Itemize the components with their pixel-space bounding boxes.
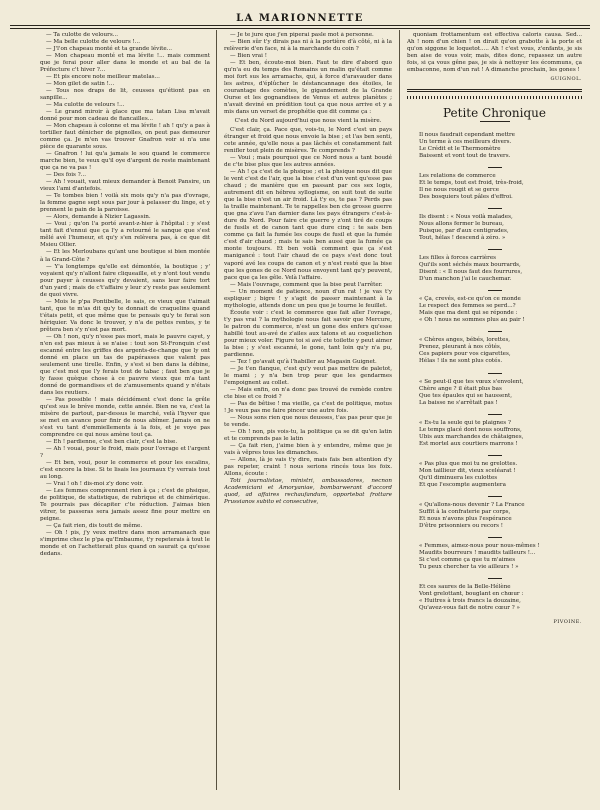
article-paragraph: — Des fois ?... bbox=[46, 172, 87, 179]
article-paragraph: — Oh ! non, qu'y n'esse pas mort, mais le pauvre cayet, y n'en est pas mieux à se n'aise : tout son St-Fronquin c'est escanné entre les griffes des argents-de-change que ly ont donné en place un tas de papérasses que valent pas seulement une tirelle. Enfin, y s'est si ben dans la débine, que c'est moi que l'y ferais tout de tabac ; faut ben que je ly fasse quèque chose à ce pauvre vieux que m'a tant donné de gormandises et de z'amusements quand y n'étais dans les reutiers. bbox=[40, 333, 210, 396]
article-paragraph: — Ta culotte de velours... bbox=[46, 32, 119, 38]
article-paragraph: — Je te jure que j'en piperai pasle mot à personne. bbox=[230, 32, 374, 38]
poem-line: Et nous n'avons plus l'espérance bbox=[419, 515, 512, 522]
poem-line: Qu'avez-vous fait de notre cœur ? » bbox=[419, 604, 520, 611]
poem-line: Et que l'escompte augmentera bbox=[419, 481, 506, 488]
article-paragraph: — Gnafron ! lui qu'a jamais le sou quand le commerce marche bien, te veux qu'il oye d'argent de reste maintenant que ça ne va pas ! bbox=[40, 151, 210, 172]
article-paragraph: — Eh ! pardienne, c'est ben clair, c'est la bise. bbox=[46, 438, 178, 445]
article-paragraph: — Mon chapeau monté et ma lévite !... mais comment que je ferai pour aller dans le monde et au bal de la Préfecture c't hiver ?... bbox=[40, 53, 210, 74]
poem-line: Il nous faudrait cependant mettre bbox=[419, 132, 515, 139]
stanza-separator bbox=[488, 455, 502, 456]
poem-stanza bbox=[419, 255, 582, 283]
poem-line: Les filles à forces carrières bbox=[419, 255, 497, 262]
article-paragraph: — Et ben, écoute-moi bien. Faut te dire d'abord quo qu'n'a eu du temps des Romains un malin qu'était comme moi fort sus les arramachs, qui, à force d'aravauder dans les astres, d'éplûcher le déstancannage des étoiles, le courantage des comètes, le gigandement de la Grande Ourse et les gognandises de Venus et autres planètes ; n'avait deviné en prédition tout ça que nous arrive et y a mis dans un verset de prophétie que dit comme ça : bbox=[224, 60, 392, 116]
poem-stanza bbox=[419, 296, 582, 324]
poem-line: Le Crédit et le Thermomètre bbox=[419, 146, 501, 153]
poem-line: Le temps glacé dont nous souffrons, bbox=[419, 426, 522, 433]
poem-stanza bbox=[419, 461, 582, 489]
poem-line: « Pas plus que moi tu ne grelottes. bbox=[419, 460, 518, 467]
poem-line: « Femmes, aimez-nous pour nous-mêmes ! bbox=[419, 542, 540, 549]
poem-stanza bbox=[419, 214, 582, 242]
article-paragraph: — Oh ! non, pis vois-tu, la politique ça se dit qu'en latin et te comprends pas le latin bbox=[224, 428, 392, 442]
poem-line: Ubis aux marchandes de châtaignes, bbox=[419, 433, 524, 440]
stanza-separator bbox=[488, 373, 502, 374]
poem-line: Des bosquiers tout pâles d'effroi. bbox=[419, 194, 513, 201]
poem-stanza bbox=[419, 173, 582, 201]
newspaper-page bbox=[10, 0, 590, 810]
poem-line: « Huitres à trois francs la douzaine, bbox=[419, 597, 521, 604]
poem-stanza bbox=[419, 379, 582, 407]
poem-stanza bbox=[419, 337, 582, 365]
poem-line: Est mortel aux courtiers marrons ! bbox=[419, 440, 518, 447]
poem-stanza bbox=[419, 132, 582, 160]
poem-line: Ces papiers pour vos cigarettes, bbox=[419, 351, 511, 358]
article-paragraph: — Le grand miroir à glace que ma tatan Lisa m'avait donné pour mon cadeau de fiancailles... bbox=[40, 109, 210, 123]
article-paragraph: — Bien sûr t'y dirais pas ni à la portière d'à côté, ni à la relèverie d'en face, ni à la marchande du coin ? bbox=[224, 39, 392, 53]
stanza-separator bbox=[488, 331, 502, 332]
poem-stanza bbox=[419, 502, 582, 530]
article-paragraph: Toti journalistae, ministri, ambassadores, necnon Academiciani et Amoryaniae, bombarwerant d'accord quod, ad affaires rechaufandum, opportebat frottare Prussianos subito et consecutive, bbox=[224, 477, 392, 506]
stanza-separator bbox=[488, 290, 502, 291]
title-rule bbox=[480, 121, 510, 122]
poem-line: Il ne nous rougit et se gerce bbox=[419, 187, 500, 194]
poem-line: D'un manchon j'ai le cauchemar. bbox=[419, 276, 512, 283]
stanza-separator bbox=[488, 414, 502, 415]
article-paragraph: — Nous sons rien que nous deusses, t'as pas peur que je te vende. bbox=[224, 414, 392, 428]
poem-line: Tout, hélas ! descend à zéro. » bbox=[419, 235, 506, 242]
page-header bbox=[10, 6, 590, 26]
poem-line: Tu peux chercher ta vie ailleurs ! » bbox=[419, 563, 519, 570]
column-2 bbox=[224, 32, 392, 797]
column-divider-1 bbox=[216, 30, 217, 790]
poem-line: Et le temps, tout est froid, très-froid, bbox=[419, 180, 524, 187]
poem-line: Les relations de commerce bbox=[419, 173, 496, 180]
poem-line: Puisque, par d'aux centigrades, bbox=[419, 228, 509, 235]
article-paragraph: — Et les Merloubans qu'ant une boutique si bien montée à la Grand-Côte ? bbox=[40, 249, 210, 263]
article-paragraph: — Mon chapeau à colonne et ma lévite ! ah ! qu'y a pas à tortiller faut dénicher de pignolles, on peut pas demeurer comme ça. Je m'en vas trouver Gnafron voir si n'a une pièce de quarante sous. bbox=[40, 123, 210, 151]
poem-line: D'être prisonniers ou recors ! bbox=[419, 522, 504, 529]
poem-line: Maudits bourreurs ! maudits tailleurs !... bbox=[419, 549, 536, 556]
dialogue-paragraph: quoniam frottamentum est effectiva caloris causa. Sed... Ah ! nom d'un chien ! on dirait qu'on grabotte à la porte et qu'on siggone le loquetot..... Ah ! c'est vous, z'enfants, je sis ben aise de vous voir, mais, dites donc, repassez un autre fois, si ça vous gêne pas, je sis à nettoyer les écommuns, ça embaconne, nom d'un rat ! A dimanche prochain, les gones ! bbox=[407, 32, 582, 74]
poem-line: Disent : « Il nous faut des fourrures, bbox=[419, 269, 523, 276]
column-divider-2 bbox=[399, 30, 400, 790]
article-paragraph: — Tez ! go'avait qu'à l'habiller au Magasin Guignet. bbox=[230, 358, 377, 365]
poem-line: Chère ange ? il était plus bas bbox=[419, 385, 502, 392]
article-paragraph: — Ah ! ça c'est de la phsique ; et la phsique nous dit que le vent c'est de l'air, que la bise c'est d'un vent qu'esse pas chaud ; de manière que en passant par ces sex logis, autrement dit en hébreu syllogisme, on suit tout de suite que la bise n'est un air froid. Là t'y es, te pas ? Perds pas la traille maintenant. Te te rappelles ben cte grosse guerre que gna z'avu l'an darnier dans les pays étrangers c'est-à-dure du Nord. Pour faire cte guerre y z'ont tiré de coups de fusils et de canon tant que dure cinq : te sais ben comme ça fait la fumée les coups de fusil et que la fumée c'est d'air chaud ; mais te sais ben aussi que la fumée ça monte toujours. Et ben voilà comment que ça s'est manigancé : tout l'air chaud de ce pays s'est donc tout vaporé avé les coups de canon et y n'est resté que la bise que les gones de ce Nord nous envoyent tant qu'y peuvent, pace que ça les gêle. Velà l'affaire. bbox=[224, 169, 392, 281]
article-paragraph: — Alors, demande à Nizier Lagassin. bbox=[46, 214, 151, 221]
poem-line: « Se peut-il que tes vœux s'envolent, bbox=[419, 378, 524, 385]
poem-line: Suffit à la confraterie par corps, bbox=[419, 508, 511, 515]
article-paragraph: — Bien vrai ! bbox=[230, 53, 267, 60]
poem-line: Que tes épaules qui se haussent, bbox=[419, 392, 512, 399]
poem-stanza bbox=[419, 543, 582, 571]
stanza-separator bbox=[488, 537, 502, 538]
article-paragraph: — Mais enfin, on n'a donc pas trouvé de remède contre cte bise et ce froid ? bbox=[224, 386, 392, 400]
poem-stanza bbox=[419, 420, 582, 448]
poem-line: Et ces saures de la Belle-Hélène bbox=[419, 583, 511, 590]
article-paragraph: — J'l'on chapeau monté et ta grande lévite... bbox=[46, 46, 173, 53]
article-paragraph: — Et ben, voui, pour le commerce et pour les escalins, c'est encore la bise. Si te lisais les journaux t'y verrais tout au long. bbox=[40, 459, 210, 480]
header-rule-double bbox=[10, 28, 590, 29]
poem-line: Le respect des femmes se perd...? bbox=[419, 303, 516, 310]
article-paragraph: — Allons, là je vais t'y dire, mais fais ben attention d'y pas repeter, craint ! nous serions rincés tous les foix. Allons, écoute : bbox=[224, 456, 392, 477]
poem-line: Qui'ils sont séchés maux bourrards, bbox=[419, 262, 521, 269]
poem-line: Vont grelottant, bouglant en chœur : bbox=[419, 590, 524, 597]
author-signature: GUIGNOL. bbox=[550, 76, 582, 83]
poem-line: Mon taillieur dit, vieux sceléarat ! bbox=[419, 467, 516, 474]
article-paragraph: — Mois le p'pa Pontibelle, le sais, ce vieux que t'aimait tant, que te m'as dit qu'y te donnait de craquelins quand t'étais petit, et que même que te pensais qu'y te ferai son hériquier. Va donc le trouver, y n'a de pettes rentes, y te prêtera ben s'y n'est pas mort. bbox=[40, 298, 210, 333]
stanza-separator bbox=[488, 167, 502, 168]
article-paragraph: — Voui ; qu'on l'a porté avant-z-hier à l'hôpital : y s'est tant fait d'ennui que ça l'y a retourné le sanque que s'est mêlé avé l'humeur, et qu'y s'en relèvera pas, à ce que dit Msieu Ollier. bbox=[40, 221, 210, 249]
poem-line: Mais que ma dent qui se réponde : bbox=[419, 310, 518, 317]
article-paragraph: — Pas de bêtise ! ma vieille, ça c'est de politique, motus ! Je veux pas me faire pincer une autre fois. bbox=[224, 400, 392, 414]
poem-line: Prenez, pleurant à nos côtés, bbox=[419, 344, 502, 351]
poem bbox=[407, 132, 582, 612]
section-title: Petite Chronique bbox=[443, 106, 546, 121]
poem-signature: PIVOINE. bbox=[553, 618, 582, 625]
stanza-separator bbox=[488, 208, 502, 209]
poem-line: « Oh ! nous ne sommes plus au pair ! bbox=[419, 317, 525, 324]
article-paragraph: — Mais l'ouvrage, comment que la bise peut l'arrêter. bbox=[230, 281, 383, 288]
masthead-title: LA MARIONNETTE bbox=[236, 13, 364, 24]
article-paragraph: C'est du Nord aujourd'hui que nous vient la misère. bbox=[234, 118, 382, 125]
stanza-separator bbox=[488, 578, 502, 579]
poem-line: Baissent et vont tout de travers. bbox=[419, 153, 511, 160]
poem-line: La baisse ne s'arrêtait pas ! bbox=[419, 399, 498, 406]
poem-line: Nous allons fermer le bureau, bbox=[419, 221, 504, 228]
poem-stanza bbox=[419, 584, 582, 612]
stanza-separator bbox=[488, 496, 502, 497]
poem-line: « Chères anges, bébés, lorettes, bbox=[419, 337, 511, 344]
poem-line: « Ça, crevés, est-ce qu'on ce monde bbox=[419, 296, 521, 303]
poem-line: Ils disent : « Nous voilà malades, bbox=[419, 214, 513, 221]
poem-line: Qu'il diminuera les culottes bbox=[419, 474, 498, 481]
stanza-separator bbox=[488, 249, 502, 250]
article-paragraph: C'est clair, ça. Pace que, vois-tu, le Nord c'est un pays étranger et froid que nous envoie la bise ; et l'as ben senti, cete année, qu'elle nous a pas lâchés et constamment fait renifler tout plein de misères. Te comprends ? bbox=[224, 127, 392, 155]
article-paragraph: — Ça fait rien, j'aime bien à y entendre, même que je vais à vêpres tous les dimanches. bbox=[224, 442, 392, 456]
poem-line: « Qu'allons-nous devenir ? La France bbox=[419, 501, 525, 508]
poem-line: Si c'est comme ça que tu m'aimes bbox=[419, 556, 516, 563]
poem-line: « Es-tu la seule qui te plaignes ? bbox=[419, 419, 511, 426]
article-paragraph: — Pas possible ! mais décidément c'est donc la grêle qu'est sus le bréve monde, cette année. Bien ne va, c'est la misère de partout, par-dessus le marché, velà l'hyver que se met en avance pour finir de nous abîmer. Jamais on ne s'est vu tant d'emmiellements à la fois, et je voye pas comprendre ce qui nous amène tout ça. bbox=[40, 396, 210, 438]
article-paragraph: — Les femmes comprennent rien à ça ; c'est de phsique, de politique, de statistique, de rubrique et de chimérique. Te pourrais pas décapiter c'te réduction. J'aimas bien vitrer, te passeras sera jamais assez fine pour mettre en peigne. bbox=[40, 488, 210, 523]
article-paragraph: — Y'a longtemps qu'elle est démontée, la boutique ; y' voyaient qu'y n'allont faire cliqueaille, et y n'ont tout vendu pour payer à ceusses qu'y devaient, sans leur faire tort d'un yard ; mais de c't'affaire y leur z'y reste pas seulement de quoi vivre. bbox=[40, 263, 210, 298]
article-paragraph: — Je t'en flanque, c'est qu'y veut pas mettre de paletot, le mami ; y n'a ben trop peur que les gendarmes l'empoignent au collet. bbox=[224, 365, 392, 386]
poem-line: Un terme à ces meilleurs divers. bbox=[419, 139, 512, 146]
ornamental-divider bbox=[407, 89, 582, 100]
article-paragraph: — Oh ! pis, j'y veux mettre dans mon arramanach que s'imprime chez le p'pa qu'Embaume, t'y repeterais à tout le monde et on l'achetterait plus quand on saurait ça qu'esse dedans. bbox=[40, 530, 210, 558]
header-rule bbox=[10, 25, 590, 26]
column-1 bbox=[40, 32, 210, 797]
article-paragraph: — Ma belle culotte de velours !... bbox=[46, 39, 141, 46]
column-3 bbox=[407, 32, 582, 792]
article-paragraph: — Voui ; mais pourquoi que ce Nord nous a tant boudé de c'te bise plus que les autres années. bbox=[224, 155, 392, 169]
article-paragraph: — Te tombes bien ! voilà six mois qu'y n'a pas d'ovrage, la femme gagne sept sous par jour à pelasser du linge, et y prennent le pain de la paroisse. bbox=[40, 193, 210, 214]
article-paragraph: — Mon gilet de satin !... bbox=[46, 81, 115, 88]
article-paragraph: — Ah ! vouait, vaut mieux demander à Benoit Pansire, un vieux l'ami d'antefois. bbox=[40, 179, 210, 193]
article-paragraph: — Vrai ! oh ! dis-moi z'y donc voir. bbox=[46, 481, 144, 487]
poem-line: Hélas ! ils ne sont plus cotés. bbox=[419, 358, 503, 365]
article-paragraph: — Ça fait rien, dis toutt de même. bbox=[46, 523, 143, 530]
article-paragraph: Écoute voir : c'est le commerce que fait aller l'ovrage, t'y pas vrai ? la mythologie nous fait savoir que Mercure, le patron du commerce, n'est un gone des enfers qu'esse habillé tout au-avé de z'ailes aux talons et au coquelichon pour mieux voler. Figure toi si avé cte toilette y peut aimer la bise ; y s'est escanné, le gone, tant loin qu'y n'a pu, pardienne. bbox=[224, 309, 392, 358]
article-paragraph: — Tous nos draps de lit, ceusses qu'étiont pas en sanpille... bbox=[40, 88, 210, 102]
article-paragraph: — Et pis encore note meilleur matelas... bbox=[46, 74, 160, 81]
article-paragraph: — Un moment de patience, noun d'un rat ! je vas t'y espliquer ; bigre ! y s'agit de passer maintenant à la mythologie, attends donc un peu que je tourne le feuillet. bbox=[224, 288, 392, 309]
article-paragraph: — Ah ! vouai, pour le froid, mais pour l'ovrage et l'argent ? bbox=[40, 445, 210, 459]
article-paragraph: — Ma culotte de velours !... bbox=[46, 102, 125, 109]
